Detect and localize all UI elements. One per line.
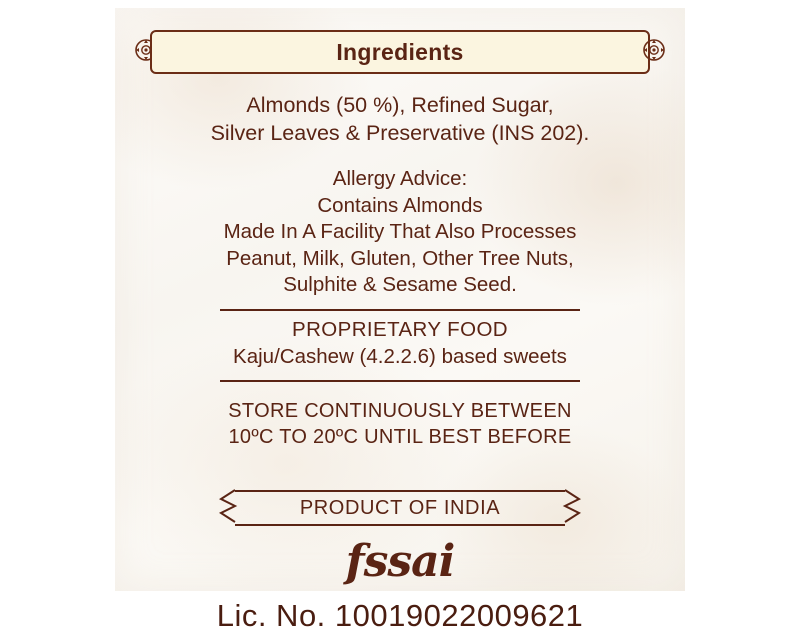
allergy-line: Sulphite & Sesame Seed. (283, 273, 517, 297)
ingredients-line: Silver Leaves & Preservative (INS 202). (210, 120, 590, 145)
allergy-line: Allergy Advice: (332, 166, 468, 190)
origin-ribbon (115, 490, 685, 524)
ingredients-title: Ingredients (336, 38, 464, 65)
ingredients-header (115, 30, 685, 74)
allergy-line: Made In A Facility That Also Processes (223, 220, 577, 244)
allergy-line: Peanut, Milk, Gluten, Other Tree Nuts, (226, 246, 574, 270)
fssai-logo (115, 536, 685, 592)
ingredients-text (140, 92, 660, 148)
storage-line: STORE CONTINUOUSLY BETWEEN (228, 400, 572, 423)
product-label-panel (115, 8, 685, 634)
divider-top (220, 309, 580, 311)
fssai-logo-text: fssai (345, 536, 455, 588)
allergy-line: Contains Almonds (317, 193, 483, 217)
proprietary-food-text (140, 317, 660, 370)
origin-ribbon-text: PRODUCT OF INDIA (299, 496, 501, 519)
allergy-advice-text (140, 166, 660, 299)
storage-instructions (140, 398, 660, 450)
proprietary-line: PROPRIETARY FOOD (292, 318, 508, 342)
license-number: Lic. No. 10019022009621 (216, 598, 584, 634)
label-content (115, 8, 685, 634)
origin-ribbon-body (235, 490, 565, 526)
storage-line: 10ºC TO 20ºC UNTIL BEST BEFORE (228, 426, 572, 449)
ribbon-cap-right-icon (565, 490, 585, 522)
ribbon-cap-left-icon (215, 490, 235, 522)
proprietary-line: Kaju/Cashew (4.2.2.6) based sweets (233, 344, 567, 368)
divider-bottom (220, 380, 580, 382)
floral-ornament-icon-right (641, 37, 667, 63)
ingredients-banner (150, 30, 650, 74)
ingredients-line: Almonds (50 %), Refined Sugar, (246, 93, 554, 117)
